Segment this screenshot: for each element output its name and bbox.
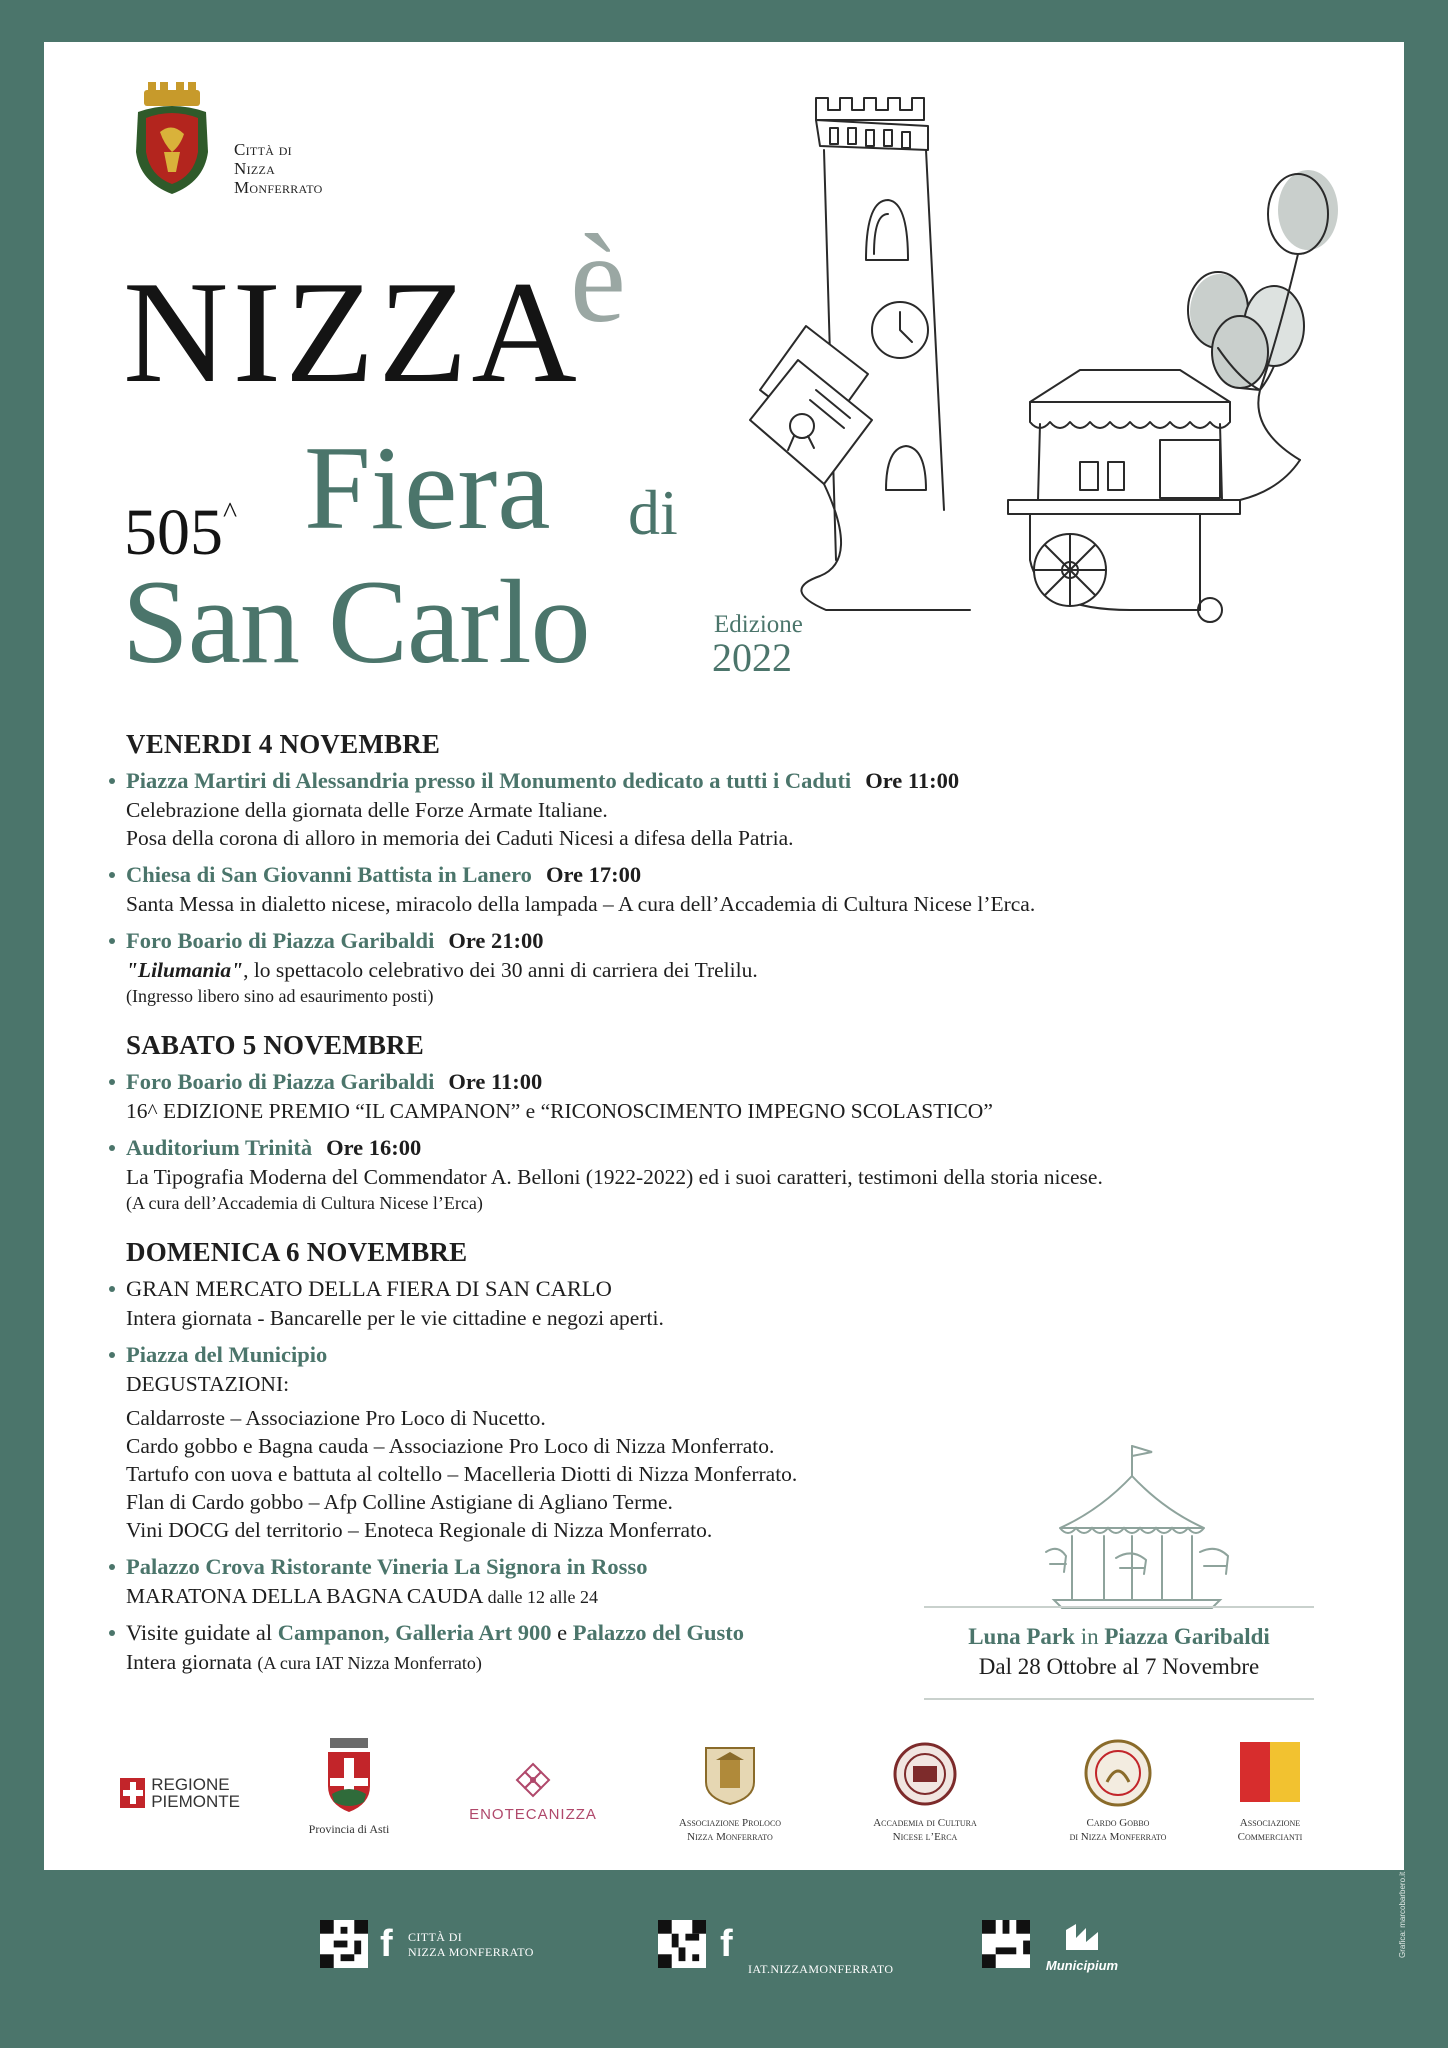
title-san-carlo: San Carlo bbox=[122, 555, 590, 688]
balloons-icon bbox=[1188, 170, 1338, 460]
regione-piemonte-logo: REGIONE PIEMONTE bbox=[120, 1776, 240, 1810]
event-time: Ore 11:00 bbox=[448, 1069, 543, 1094]
graphic-credit: Grafica: marcobarbero.it bbox=[1398, 1871, 1407, 1958]
event-place: Chiesa di San Giovanni Battista in Lanero bbox=[126, 862, 532, 887]
day-title: VENERDI 4 NOVEMBRE bbox=[126, 729, 441, 759]
event-item bbox=[126, 926, 1186, 1009]
proloco-crest-icon bbox=[700, 1742, 760, 1806]
event-desc: 16^ EDIZIONE PREMIO “IL CAMPANON” e “RICONOSCIMENTO IMPEGNO SCOLASTICO” bbox=[126, 1099, 993, 1123]
edition-number: 505^ bbox=[124, 496, 238, 569]
event-place: Palazzo Crova Ristorante Vineria La Signora in Rosso bbox=[126, 1554, 648, 1579]
day-title: DOMENICA 6 NOVEMBRE bbox=[126, 1237, 468, 1267]
event-item bbox=[126, 766, 1186, 852]
tower-cart-illustration bbox=[740, 90, 1380, 650]
municipium-icon bbox=[1062, 1920, 1102, 1954]
event-desc: Celebrazione della giornata delle Forze Armate Italiane. bbox=[126, 798, 608, 822]
title-fiera: Fiera bbox=[304, 421, 551, 554]
cardo-gobbo-badge-icon bbox=[1083, 1738, 1153, 1808]
show-title: "Lilumania" bbox=[126, 958, 244, 982]
event-desc: La Tipografia Moderna del Commendator A. Belloni (1922-2022) ed i suoi caratteri, testimoni della storia nicese. bbox=[126, 1165, 1103, 1189]
city-label: Città di Nizza Monferrato bbox=[234, 140, 323, 197]
event-heading: GRAN MERCATO DELLA FIERA DI SAN CARLO bbox=[126, 1276, 612, 1301]
facebook-icon[interactable]: f bbox=[720, 1923, 733, 1965]
event-place: Foro Boario di Piazza Garibaldi bbox=[126, 928, 435, 953]
title-e-accent: è bbox=[570, 210, 626, 349]
commercianti-logo: Associazione Commercianti bbox=[1220, 1738, 1320, 1844]
tasting-item: Caldarroste – Associazione Pro Loco di Nucetto. bbox=[126, 1406, 546, 1430]
event-desc: MARATONA DELLA BAGNA CAUDA dalle 12 alle 24 bbox=[126, 1584, 599, 1608]
event-time: Ore 21:00 bbox=[448, 928, 544, 953]
facebook-page-label[interactable]: CITTÀ DI NIZZA MONFERRATO bbox=[408, 1930, 534, 1959]
event-place: Auditorium Trinità bbox=[126, 1135, 313, 1160]
title-nizza: NIZZA bbox=[123, 251, 581, 413]
event-place: Palazzo del Gusto bbox=[572, 1620, 744, 1645]
event-desc: Santa Messa in dialetto nicese, miracolo della lampada – A cura dell’Accademia di Cultura Nicese l’Erca. bbox=[126, 892, 1036, 916]
qr-code-icon[interactable] bbox=[320, 1920, 368, 1968]
edition-year: 2022 bbox=[712, 635, 792, 680]
tasting-item: Cardo gobbo e Bagna cauda – Associazione Pro Loco di Nizza Monferrato. bbox=[126, 1434, 775, 1458]
enoteca-nizza-logo: ENOTECANIZZA bbox=[458, 1760, 608, 1822]
piemonte-flag-icon bbox=[120, 1778, 145, 1808]
city-crest-icon bbox=[130, 82, 214, 198]
clock-tower-icon bbox=[816, 98, 944, 560]
facebook-page-label[interactable]: IAT.NIZZAMONFERRATO bbox=[748, 1962, 894, 1976]
tasting-item: Flan di Cardo gobbo – Afp Colline Astigiane di Agliano Terme. bbox=[126, 1490, 673, 1514]
tasting-item: Vini DOCG del territorio – Enoteca Regionale di Nizza Monferrato. bbox=[126, 1518, 713, 1542]
event-time: Ore 17:00 bbox=[545, 862, 642, 887]
event-place: Piazza del Municipio bbox=[126, 1342, 328, 1367]
event-desc: Intera giornata - Bancarelle per le vie cittadine e negozi aperti. bbox=[126, 1306, 664, 1330]
event-desc: Intera giornata (A cura IAT Nizza Monferrato) bbox=[126, 1650, 482, 1674]
luna-park-dates: Dal 28 Ottobre al 7 Novembre bbox=[978, 1654, 1260, 1679]
municipium-logo[interactable]: Municipium bbox=[1042, 1920, 1122, 1973]
proloco-logo: Associazione Proloco Nizza Monferrato bbox=[660, 1742, 800, 1844]
accademia-erca-logo: Accademia di Cultura Nicese l’Erca bbox=[852, 1742, 998, 1844]
event-place: Campanon, Galleria Art 900 bbox=[277, 1620, 552, 1645]
event-note: (Ingresso libero sino ad esaurimento posti) bbox=[126, 986, 434, 1006]
event-program bbox=[126, 726, 1186, 1684]
event-place: Piazza Martiri di Alessandria presso il Monumento dedicato a tutti i Caduti bbox=[126, 768, 852, 793]
luna-park-box: Luna Park in Piazza Garibaldi Dal 28 Ottobre al 7 Novembre bbox=[924, 1606, 1314, 1700]
event-desc: Posa della corona di alloro in memoria dei Caduti Nicesi a difesa della Patria. bbox=[126, 826, 794, 850]
enoteca-flower-icon bbox=[513, 1760, 553, 1800]
qr-code-icon[interactable] bbox=[658, 1920, 706, 1968]
event-item bbox=[126, 860, 1186, 918]
commercianti-flag-icon bbox=[1240, 1742, 1300, 1802]
carousel-icon bbox=[1040, 1440, 1240, 1610]
event-item bbox=[126, 1274, 1186, 1332]
provincia-asti-logo: Provincia di Asti bbox=[294, 1738, 404, 1836]
event-desc: DEGUSTAZIONI: bbox=[126, 1372, 290, 1396]
day-title: SABATO 5 NOVEMBRE bbox=[126, 1030, 424, 1060]
event-item bbox=[126, 1133, 1186, 1216]
accademia-seal-icon bbox=[893, 1742, 957, 1806]
tasting-item: Tartufo con uova e battuta al coltello – Macelleria Diotti di Nizza Monferrato. bbox=[126, 1462, 798, 1486]
event-item bbox=[126, 1552, 1186, 1610]
event-time: Ore 16:00 bbox=[326, 1135, 422, 1160]
event-item bbox=[126, 1067, 1186, 1125]
event-item: Visite guidate al Campanon, Galleria Art 900 e Palazzo del Gusto Intera giornata (A cura IAT Nizza Monferrato) bbox=[126, 1618, 1186, 1676]
qr-code-icon[interactable] bbox=[982, 1920, 1030, 1968]
event-place: Foro Boario di Piazza Garibaldi bbox=[126, 1069, 435, 1094]
edition-label: Edizione bbox=[714, 611, 803, 638]
asti-crest-icon bbox=[324, 1738, 374, 1814]
event-item bbox=[126, 1340, 1186, 1544]
title-di: di bbox=[628, 477, 678, 548]
market-cart-icon bbox=[1008, 370, 1300, 622]
event-desc: "Lilumania", lo spettacolo celebrativo dei 30 anni di carriera dei Trelilu. bbox=[126, 958, 758, 982]
cardo-gobbo-logo: Cardo Gobbo di Nizza Monferrato bbox=[1046, 1738, 1190, 1844]
event-time: Ore 11:00 bbox=[865, 768, 960, 793]
event-note: (A cura dell’Accademia di Cultura Nicese l’Erca) bbox=[126, 1193, 483, 1213]
facebook-icon[interactable]: f bbox=[380, 1923, 393, 1965]
